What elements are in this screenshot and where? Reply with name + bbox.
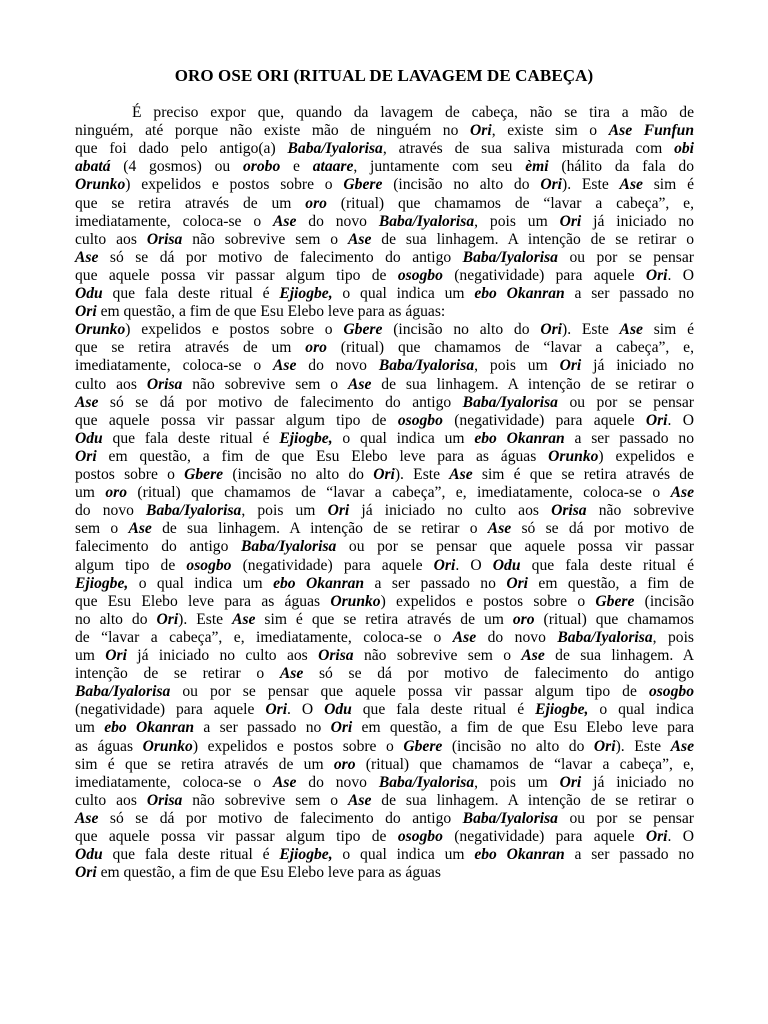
emphasized-term: Odu [324,701,352,719]
text-run: (incisão no alto do [382,176,541,194]
text-run: em questão, a fim de [527,574,694,592]
text-line [75,140,694,158]
text-run: a ser passado no [564,846,694,864]
text-run: de sua linhagem. A intenção de se retirar o [371,375,695,393]
text-run: que aquele possa vir passar algum tipo de [75,411,398,429]
text-line [75,321,694,339]
emphasized-term: Ori [330,719,353,737]
emphasized-term: oro [105,484,128,502]
text-run: falecimento do antigo [75,538,241,556]
text-run: ). Este [562,176,620,194]
text-run: o qual indica um [332,429,475,447]
text-line [75,774,694,792]
text-run: , pois um [474,357,560,375]
text-line [75,557,694,575]
text-run: sim é que se retira através de um [75,755,334,773]
emphasized-term: Baba/Iyalorisa [378,357,475,375]
emphasized-term: Ori [470,122,492,140]
text-run: o qual indica um [128,574,274,592]
text-run: (negatividade) para aquele [442,266,646,284]
text-run: sim é [642,176,694,194]
text-run: o qual indica um [332,846,475,864]
emphasized-term: Orisa [146,230,183,248]
text-run: no alto do [75,610,157,628]
emphasized-term: Ejiogbe, [279,429,333,447]
text-run: do novo [75,502,147,520]
text-line [75,647,694,665]
text-run: imediatamente, coloca-se o [75,357,273,375]
text-line [75,611,694,629]
text-run: (incisão no alto do [382,321,541,339]
text-line [75,249,694,267]
emphasized-term: Orisa [318,647,354,664]
text-run: sim é [642,321,694,339]
emphasized-term: Ori [265,701,288,719]
emphasized-term: Ase [619,321,643,339]
text-run: só se dá por motivo de falecimento do antigo [98,248,463,266]
emphasized-term: Orunko [142,737,193,755]
emphasized-term: abatá [75,158,111,176]
emphasized-term: ebo Okanran [474,846,565,864]
emphasized-term: osogbo [648,683,694,701]
emphasized-term: Ori [645,266,668,284]
emphasized-term: Baba/Iyalorisa [287,140,383,158]
text-run: já iniciado no culto aos [126,647,319,664]
text-line [75,665,694,683]
emphasized-term: Ejiogbe, [279,285,333,302]
text-run: (incisão [634,592,695,610]
text-line [75,484,694,502]
text-run: de sua linhagem. A intenção de se retirar o [371,230,695,248]
text-run: já iniciado no [581,357,694,375]
emphasized-term: èmi [525,158,549,176]
text-run: ninguém, até porque não existe mão de ninguém no [75,122,471,140]
text-run: (ritual) que chamamos de “lavar a cabeça”, e, [326,339,694,357]
text-line [75,122,694,140]
text-run: a ser passado no [564,285,694,302]
emphasized-term: Gbere [595,592,635,610]
emphasized-term: Gbere [403,737,443,755]
text-line [75,376,694,394]
text-run: um [75,719,105,737]
text-run: que aquele possa vir passar algum tipo de [75,828,398,845]
text-line [75,285,694,303]
text-line [75,357,694,375]
text-run: imediatamente, coloca-se o [75,773,273,791]
text-run: que se retira através de um [75,339,306,357]
emphasized-term: oro [305,194,327,212]
text-line [75,448,694,466]
emphasized-term: Ori [559,773,582,791]
text-run: só se dá por motivo de falecimento do antigo [98,393,463,411]
emphasized-term: Orunko [330,592,381,610]
emphasized-term: Ase [75,248,99,266]
emphasized-term: Ase [670,737,694,755]
emphasized-term: Orunko [75,176,126,194]
text-run: a ser passado no [564,429,694,447]
emphasized-term: Gbere [184,466,224,483]
emphasized-term: Ase [347,791,372,809]
text-run: ). Este [178,610,233,628]
text-run: não sobrevive sem o [353,647,522,664]
text-run: ). Este [562,321,620,339]
text-line [75,176,694,194]
text-run: postos sobre o [75,466,185,483]
text-run: que fala deste ritual é [102,429,280,447]
text-run: ) expelidos e postos sobre o [125,321,344,339]
emphasized-term: ebo Okanran [273,574,365,592]
text-line [75,810,694,828]
emphasized-term: Ase [347,230,372,248]
text-run: não sobrevive [586,502,695,520]
text-run: . O [667,411,694,429]
text-line [75,846,694,864]
text-run: , juntamente com seu [353,158,526,176]
emphasized-term: Ase [273,773,297,791]
text-run: já iniciado no [581,773,694,791]
text-line [75,466,694,484]
text-run: . O [667,266,694,284]
text-run: , pois um [474,212,560,230]
text-run: ou por se pensar [557,248,694,266]
document-title: ORO OSE ORI (RITUAL DE LAVAGEM DE CABEÇA) [174,66,594,85]
emphasized-term: Ase [75,393,99,411]
text-run: algum tipo de [75,556,187,574]
text-line [75,394,694,412]
text-line [75,756,694,774]
emphasized-term: Gbere [343,321,383,339]
text-run: . O [287,701,325,719]
emphasized-term: Ori [506,574,528,592]
emphasized-term: Orisa [146,791,183,809]
text-run: . O [455,556,493,574]
emphasized-term: Ase [273,212,297,230]
text-run: um [75,647,106,664]
text-line [75,412,694,430]
emphasized-term: Ase [347,375,372,393]
text-run: ) expelidos e [598,447,694,465]
text-run: culto aos [75,230,147,248]
text-line [75,575,694,593]
emphasized-term: Ase [670,484,694,502]
text-run: imediatamente, coloca-se o [75,212,273,230]
emphasized-term: Ori [373,466,395,483]
text-run: ). Este [615,737,671,755]
text-run: (ritual) que chamamos [534,610,694,628]
emphasized-term: ebo Okanran [104,719,195,737]
emphasized-term: Orisa [146,375,183,393]
text-run: não sobrevive sem o [182,791,348,809]
emphasized-term: Baba/Iyalorisa [462,248,558,266]
text-line [75,701,694,719]
text-run: que fala deste ritual é [351,701,536,719]
text-run: do novo [296,357,379,375]
text-run: de “lavar a cabeça”, e, imediatamente, coloca-se o [75,628,453,646]
text-run: a ser passado no [364,574,507,592]
emphasized-term: Odu [492,556,521,574]
text-run: , pois um [241,502,328,520]
emphasized-term: Ase [449,466,473,483]
text-run: que fala deste ritual é [102,846,280,864]
text-line [75,629,694,647]
text-line [75,520,694,538]
text-line [75,104,694,122]
emphasized-term: Ase [279,665,304,683]
text-run: o qual indica [588,701,694,719]
text-run: sim é que se retira através de um [255,610,513,628]
text-run: um [75,484,106,502]
text-run: (4 gosmos) ou [110,158,243,176]
text-run: só se dá por motivo de falecimento do antigo [303,665,694,683]
text-run: ). Este [394,466,450,483]
text-run: ou por se pensar que aquele possa vir passar algum tipo de [170,683,649,701]
text-run: (incisão no alto do [223,466,374,483]
text-line [75,738,694,756]
emphasized-term: Ori [433,556,456,574]
text-run: em questão, a fim de que Esu Elebo leve para [352,719,695,737]
emphasized-term: Ejiogbe, [279,846,333,864]
emphasized-term: osogbo [397,411,443,429]
text-line [75,430,694,448]
emphasized-term: Ase [273,357,297,375]
text-line [75,593,694,611]
text-run: de sua linhagem. A intenção de se retirar o [371,791,695,809]
emphasized-term: Ori [559,212,582,230]
emphasized-term: Ase [521,647,545,664]
text-run: não sobrevive sem o [182,230,348,248]
text-run: , pois um [474,773,560,791]
text-line [75,719,694,737]
emphasized-term: Baba/Iyalorisa [557,628,653,646]
emphasized-term: Ori [540,176,562,194]
emphasized-term: oro [512,610,535,628]
emphasized-term: Ase [128,520,152,538]
emphasized-term: Orisa [551,502,587,520]
emphasized-term: orobo [242,158,281,176]
emphasized-term: Ori [593,737,616,755]
text-run: ) expelidos e postos sobre o [125,176,344,194]
emphasized-term: Ase Funfun [608,122,694,140]
text-run: , através de sua saliva misturada com [382,140,675,158]
emphasized-term: Ase [619,176,643,194]
emphasized-term: Ori [645,828,668,845]
text-run: (incisão no alto do [442,737,594,755]
text-run: (ritual) que chamamos de “lavar a cabeça”, e, [326,194,694,212]
text-run: (negatividade) para aquele [75,701,266,719]
text-run: culto aos [75,375,147,393]
emphasized-term: Ori [327,502,350,520]
text-run: que foi dado pelo antigo(a) [75,140,288,158]
emphasized-term: Ase [487,520,512,538]
text-run: em questão, a fim de que Esu Elebo leve para as águas [96,864,441,882]
text-line [75,502,694,520]
text-run: do novo [296,773,379,791]
text-run: , existe sim o [491,122,609,140]
emphasized-term: Gbere [343,176,383,194]
text-run: que fala deste ritual é [520,556,695,574]
emphasized-term: Baba/Iyalorisa [241,538,337,556]
emphasized-term: Orunko [75,321,126,339]
emphasized-term: ataare [312,158,354,176]
text-run: que fala deste ritual é [102,285,280,302]
text-line [75,158,694,176]
text-run: que se retira através de um [75,194,306,212]
text-run: ou por se pensar [557,809,694,827]
text-run: ou por se pensar [557,393,694,411]
text-run: sem o [75,520,129,538]
emphasized-term: Ase [75,809,99,827]
emphasized-term: Ori [540,321,562,339]
emphasized-term: Ori [75,864,97,882]
text-line [75,828,694,846]
emphasized-term: Ase [232,610,256,628]
emphasized-term: Ejiogbe, [535,701,589,719]
text-run: as águas [75,737,143,755]
text-line [75,339,694,357]
text-run: ) expelidos e postos sobre o [192,737,404,755]
text-run: (negatividade) para aquele [231,556,434,574]
text-run: em questão, a fim de que Esu Elebo leve para as águas [96,447,549,465]
text-run: (negatividade) para aquele [442,828,646,845]
emphasized-term: Baba/Iyalorisa [378,212,475,230]
text-run: (hálito da fala do [548,158,695,176]
text-run: . O [667,828,694,845]
emphasized-term: Baba/Iyalorisa [75,683,171,701]
text-run: ) expelidos e postos sobre o [380,592,596,610]
emphasized-term: Odu [75,846,103,864]
emphasized-term: Ori [559,357,582,375]
text-line [75,538,694,556]
emphasized-term: Ori [156,610,179,628]
emphasized-term: Baba/Iyalorisa [378,773,475,791]
text-run: que Esu Elebo leve para as águas [75,592,331,610]
emphasized-term: oro [305,339,327,357]
emphasized-term: Odu [75,429,103,447]
emphasized-term: ebo Okanran [474,429,565,447]
emphasized-term: Ori [75,447,97,465]
emphasized-term: Baba/Iyalorisa [462,393,558,411]
emphasized-term: osogbo [186,556,232,574]
text-run: só se dá por motivo de [511,520,694,538]
text-run: não sobrevive sem o [182,375,348,393]
emphasized-term: Orunko [548,447,599,465]
emphasized-term: Ori [105,647,127,664]
text-run: de sua linhagem. A intenção de se retirar o [151,520,488,538]
emphasized-term: Ori [645,411,668,429]
text-run: em questão, a fim de que Esu Elebo leve para as águas: [96,303,446,321]
text-run: o qual indica um [332,285,475,302]
emphasized-term: Baba/Iyalorisa [146,502,242,520]
text-run: que aquele possa vir passar algum tipo de [75,266,398,284]
text-line [75,864,694,882]
text-run: intenção de se retirar o [75,665,280,683]
text-line [75,267,694,285]
emphasized-term: Odu [75,285,103,302]
emphasized-term: osogbo [397,828,443,845]
text-run: É preciso expor que, quando da lavagem de cabeça, não se tira a mão de [132,104,694,121]
text-run: já iniciado no [581,212,694,230]
text-run: sim é que se retira através de [472,466,694,483]
text-run: culto aos [75,791,147,809]
text-run: e [280,158,313,176]
text-run: , pois [652,628,694,646]
emphasized-term: osogbo [397,266,443,284]
text-line [75,195,694,213]
text-line [75,231,694,249]
emphasized-term: Ori [75,303,97,321]
text-run: já iniciado no culto aos [349,502,552,520]
emphasized-term: Ejiogbe, [75,574,129,592]
text-run: só se dá por motivo de falecimento do antigo [98,809,463,827]
text-run: (ritual) que chamamos de “lavar a cabeça”, e, imediatamente, coloca-se o [127,484,671,502]
text-line [75,303,694,321]
text-run: (negatividade) para aquele [442,411,646,429]
emphasized-term: Ase [452,628,477,646]
emphasized-term: Baba/Iyalorisa [462,809,558,827]
emphasized-term: oro [333,755,356,773]
emphasized-term: obi [674,140,694,158]
text-run: ou por se pensar que aquele possa vir passar [336,538,694,556]
text-run: (ritual) que chamamos de “lavar a cabeça”, e, [355,755,694,773]
text-run: a ser passado no [194,719,331,737]
text-run: do novo [476,628,558,646]
text-line [75,213,694,231]
text-line [75,683,694,701]
text-line [75,792,694,810]
text-run: de sua linhagem. A [544,647,695,664]
emphasized-term: ebo Okanran [474,285,565,302]
text-run: do novo [296,212,379,230]
